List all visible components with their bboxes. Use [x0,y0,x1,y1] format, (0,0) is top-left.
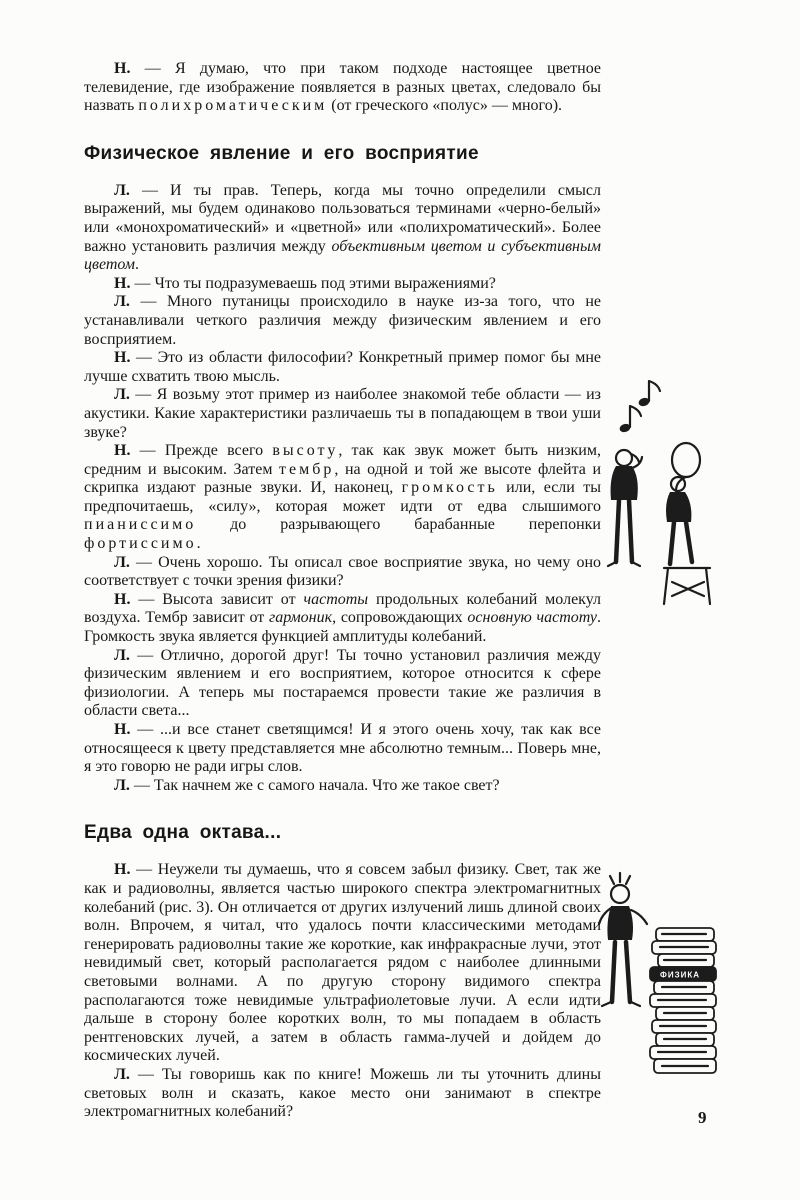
emphasis-text: частоты [303,590,369,608]
section-title-octave: Едва одна октава... [84,822,282,844]
paragraph [84,554,601,591]
text-segment: — Много путаницы происходило в науке из-за того, что не устанавливали четкого различия между физическим явлением и его восприятием. [84,293,601,348]
page-number: 9 [698,1108,707,1127]
paragraph [84,1066,601,1122]
speaker-label: Н. [114,60,131,77]
music-scene-drawing [598,372,718,622]
speaker-label: Л. [114,553,130,571]
text-segment: — Что ты подразумеваешь под этими выражениями? [130,274,496,292]
spaced-term: громкость [401,479,498,497]
speaker-label: Н. [114,442,131,460]
text-segment: (от греческого «полус» — много). [327,97,563,115]
text-segment: — Очень хорошо. Ты описал свое восприятие звука, но чему оно соответствует с точки зрения физики? [84,553,601,590]
text-segment: — Ты говоришь как по книге! Можешь ли ты уточнить длины световых волн и сказать, какое место они занимают в спектре электромагнитных колебаний? [84,1065,601,1121]
speaker-label: Л. [114,1065,130,1083]
tuba-player-figure [664,443,710,604]
text-segment: . [135,256,139,274]
paragraph [84,721,601,777]
standing-figure [599,873,647,1006]
paragraph [84,293,601,349]
text-segment: — Это из области философии? Конкретный пример помог бы мне лучше схватить твою мысль. [84,349,601,385]
text-segment: , так как звук может быть низким, средним и высоким. Затем [84,442,601,478]
text-segment: — Прежде всего [130,442,273,460]
speaker-label: Н. [114,721,131,738]
speaker-label: Н. [114,274,131,292]
illustration-music-scene [598,372,718,622]
paragraph [84,386,601,442]
illustration-book-stack [590,870,730,1085]
text-segment: — Я думаю, что при таком подходе настоящее цветное телевидение, где изображение появляется в разных цветах, следовало бы назвать [84,60,601,115]
section-octave-paragraphs [84,861,601,1121]
spaced-term: тембр [279,460,335,478]
emphasis-text: объективным цветом и субъективным цветом [84,237,602,274]
paragraph [84,182,601,275]
text-segment: — Так начнем же с самого начала. Что же такое свет? [129,776,500,794]
paragraph [84,442,601,554]
text-segment: . [196,535,201,553]
text-segment: — Неужели ты думаешь, что я совсем забыл физику. Свет, так же как и радиоволны, является частью широкого спектра электромагнитных колебаний (рис. 3). Он отличается от других излучений лишь длиной своих волн. Впрочем, я читал, что удалось почти классическими методами генерировать радиоволны такие же короткие, как инфракрасные лучи, этот невидимый свет, который располагается рядом с наиболее длинными световыми волнами. А по другую сторону видимого спектра располагаются тоже невидимые ультрафиолетовые лучи. А если идти дальше в сторону более коротких волн, то мы попадаем в область рентгеновских лучей, а затем в область гамма-лучей и дойдем до космических лучей. [84,861,601,1065]
musical-notes-icon [619,381,660,434]
paragraph [84,861,601,1066]
text-segment: — Высота зависит от [130,590,304,608]
paragraph [84,60,601,116]
paragraph [84,647,601,721]
text-segment: — И ты прав. Теперь, когда мы точно определили смысл выражений, мы будем одинаково пользоваться терминами «черно-белый» или «монохроматический» и «цветной» или «полихроматический». Более важно установить различия между [84,181,601,255]
text-segment: — ...и все станет светящимся! И я этого очень хочу, так как все относящееся к цвету представляется мне абсолютно темным... Поверь мне, я это говорю не ради игры слов. [84,721,601,776]
book-stack-drawing [590,870,730,1085]
speaker-label: Л. [114,386,130,404]
speaker-label: Л. [114,181,130,199]
section-title-perception: Физическое явление и его восприятие [84,142,479,164]
emphasis-text: основную частоту [467,609,598,627]
intro-paragraphs [84,60,601,116]
text-segment: — Отлично, дорогой друг! Ты точно установил различия между физическим явлением и его восприятием, которое относится к сфере физиологии. А теперь мы постараемся провести такие же различия в области света... [84,646,601,720]
text-segment: продольных колебаний молекул воздуха. Тембр зависит от [84,590,602,627]
listener-figure [608,450,642,566]
speaker-label: Н. [114,349,131,367]
text-segment: или, если ты предпочитаешь, «силу», которая может идти от едва слышимого [84,479,602,515]
book-stack-icon [650,928,716,1073]
text-segment: до разрывающего барабанные перепонки [196,516,601,534]
speaker-label: Н. [114,861,131,879]
paragraph [84,275,601,294]
section-perception-paragraphs [84,182,601,796]
text-segment: , на одной и той же высоте флейта и скрипка издают разные звуки. И, наконец, [84,460,602,497]
text-segment: — Я возьму этот пример из наиболее знакомой тебе области — из акустики. Какие характеристики различаешь ты в попадающем в твои уши звуке? [84,386,601,441]
paragraph [84,777,601,796]
spaced-term: полихроматическим [138,97,328,115]
book-spine-label: ФИЗИКА [660,970,700,980]
paragraph [84,591,601,647]
emphasis-text: гармоник [269,609,333,627]
spaced-term: высоту [272,442,339,460]
spaced-term: фортиссимо [84,535,197,553]
spaced-term: пианиссимо [84,516,197,534]
speaker-label: Л. [114,293,130,311]
speaker-label: Л. [114,776,130,794]
text-segment: , сопровождающих [332,609,468,627]
speaker-label: Н. [114,590,131,608]
paragraph [84,349,601,386]
text-segment: . Громкость звука является функцией амплитуды колебаний. [84,609,602,646]
speaker-label: Л. [114,646,130,664]
text-column [84,60,601,1122]
